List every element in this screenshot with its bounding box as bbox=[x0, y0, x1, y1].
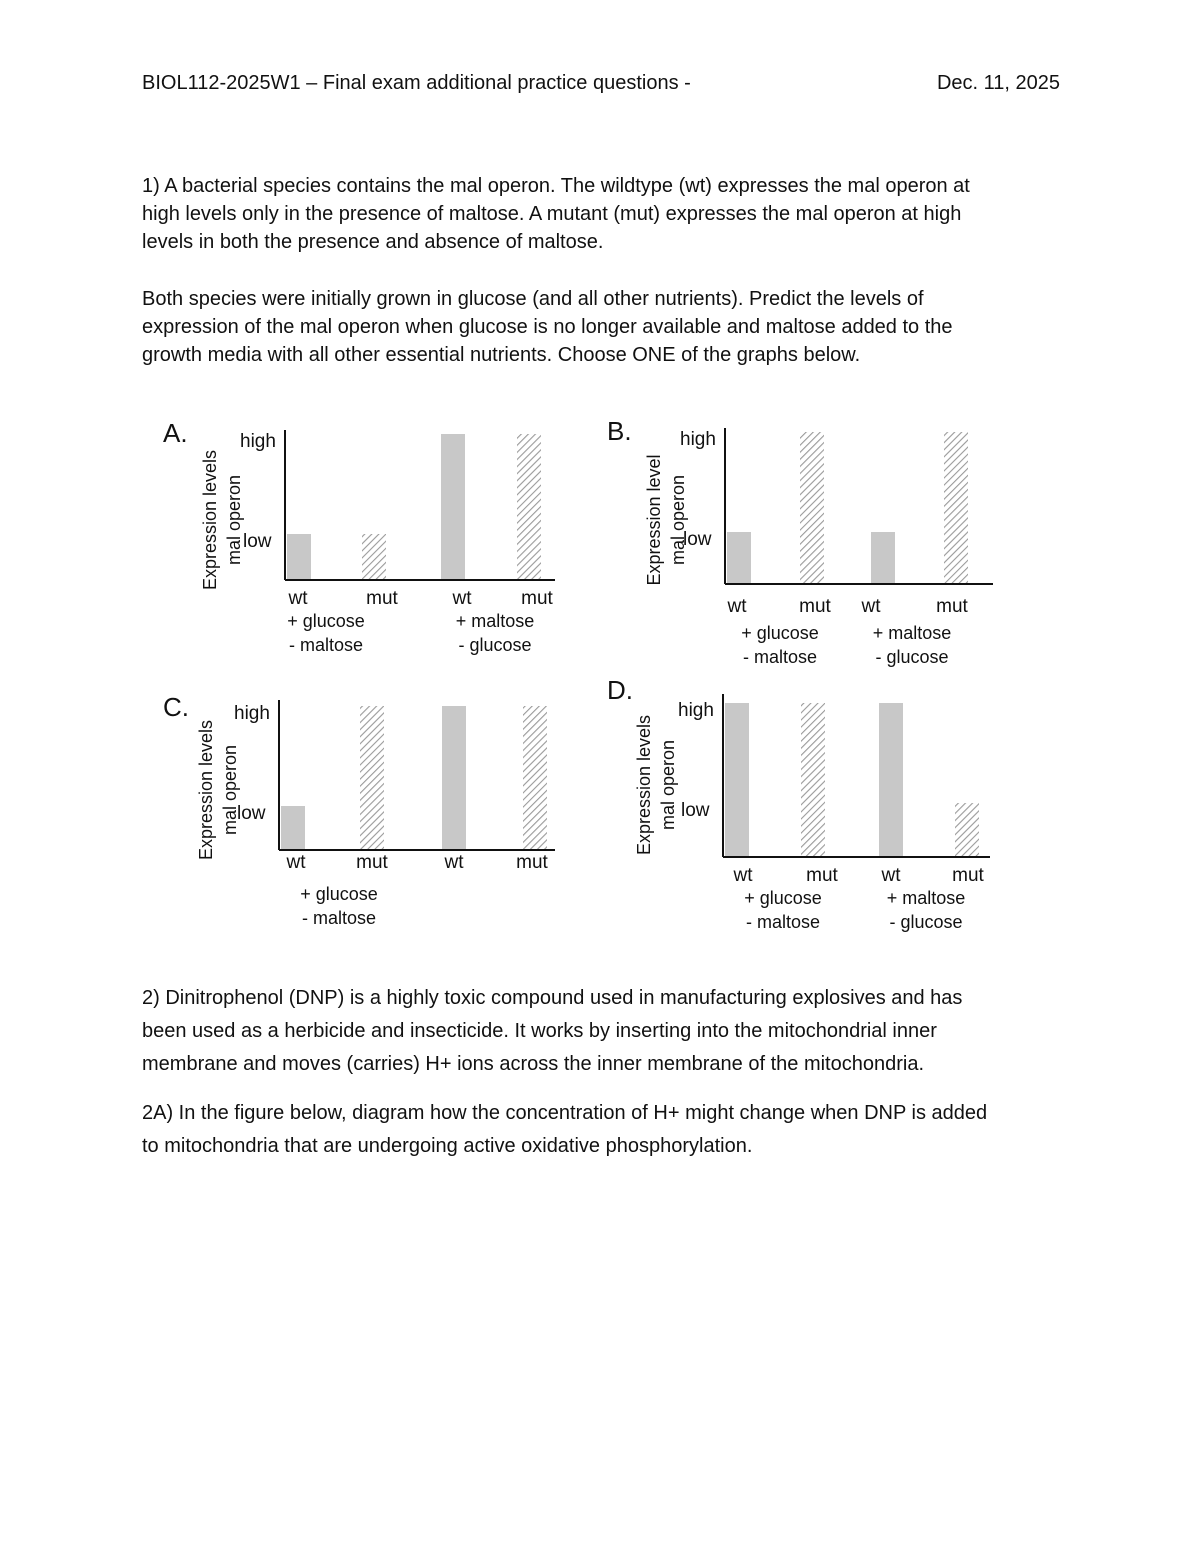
x-category-label: mut bbox=[799, 596, 831, 617]
text-line: been used as a herbicide and insecticide. It works by inserting into the mitochondrial inner bbox=[142, 1020, 937, 1042]
chart-panel-label: D. bbox=[607, 675, 633, 705]
x-category-label: wt bbox=[727, 596, 747, 617]
chart-panel-label: C. bbox=[163, 692, 189, 722]
condition-label: - glucose bbox=[875, 647, 949, 667]
x-category-label: mut bbox=[936, 596, 968, 617]
condition-label: - maltose bbox=[288, 635, 364, 655]
chart-b bbox=[607, 416, 993, 667]
chart-panel-label: B. bbox=[607, 416, 632, 446]
bar-mut bbox=[800, 432, 824, 584]
condition-label: - maltose bbox=[301, 908, 377, 928]
header-title: BIOL112-2025W1 – Final exam additional practice questions - bbox=[142, 72, 691, 94]
y-axis-label-line: Expression levels bbox=[634, 714, 654, 856]
y-tick-label: low bbox=[243, 531, 272, 552]
y-tick-label: low bbox=[683, 529, 712, 550]
bar-mut bbox=[801, 703, 825, 857]
condition-label: + glucose bbox=[300, 884, 378, 904]
question-2-intro bbox=[142, 982, 1072, 1081]
condition-label: - maltose bbox=[745, 912, 821, 932]
bar-wt bbox=[725, 703, 749, 857]
text-line: Both species were initially grown in glucose (and all other nutrients). Predict the levels of bbox=[142, 288, 924, 310]
condition-label: + maltose bbox=[872, 623, 952, 643]
text-line: growth media with all other essential nutrients. Choose ONE of the graphs below. bbox=[142, 344, 861, 366]
y-axis-label-line: mal operon bbox=[220, 744, 240, 836]
x-category-label: wt bbox=[733, 865, 753, 886]
header-date: Dec. 11, 2025 bbox=[936, 72, 1060, 94]
condition-label: + glucose bbox=[287, 611, 365, 631]
x-category-label: wt bbox=[288, 588, 308, 609]
y-tick-label: low bbox=[237, 803, 266, 824]
text-line: 2A) In the figure below, diagram how the concentration of H+ might change when DNP is added bbox=[142, 1102, 988, 1124]
bar-wt bbox=[287, 534, 311, 580]
x-category-label: mut bbox=[366, 588, 398, 609]
y-tick-label: high bbox=[678, 700, 714, 721]
question-2a bbox=[142, 1097, 1072, 1163]
text-line: to mitochondria that are undergoing active oxidative phosphorylation. bbox=[142, 1135, 753, 1157]
x-category-label: mut bbox=[356, 852, 388, 873]
text-line: 2) Dinitrophenol (DNP) is a highly toxic compound used in manufacturing explosives and has bbox=[142, 987, 963, 1009]
x-category-label: wt bbox=[444, 852, 464, 873]
condition-label: - glucose bbox=[889, 912, 963, 932]
y-axis-label-line: mal operon bbox=[668, 474, 688, 566]
x-category-label: mut bbox=[952, 865, 984, 886]
y-axis-label-line: mal operon bbox=[224, 474, 244, 566]
y-axis-label bbox=[200, 450, 244, 590]
y-axis-label bbox=[644, 454, 688, 585]
bar-wt bbox=[441, 434, 465, 580]
condition-label: + maltose bbox=[455, 611, 535, 631]
y-tick-label: high bbox=[234, 703, 270, 724]
bar-wt bbox=[281, 806, 305, 850]
bar-wt bbox=[871, 532, 895, 584]
x-category-label: mut bbox=[521, 588, 553, 609]
condition-label: + glucose bbox=[744, 888, 822, 908]
question-1-paragraph-1 bbox=[142, 172, 1072, 256]
y-axis-label bbox=[196, 720, 240, 860]
page-header bbox=[142, 72, 1060, 95]
bar-mut bbox=[360, 706, 384, 850]
x-category-label: mut bbox=[806, 865, 838, 886]
bar-mut bbox=[517, 434, 541, 580]
x-category-label: wt bbox=[286, 852, 306, 873]
question-1-paragraph-2 bbox=[142, 285, 1072, 369]
y-tick-label: high bbox=[680, 429, 716, 450]
text-line: membrane and moves (carries) H+ ions across the inner membrane of the mitochondria. bbox=[142, 1053, 925, 1075]
chart-a bbox=[163, 418, 555, 655]
bar-wt bbox=[727, 532, 751, 584]
x-category-label: wt bbox=[861, 596, 881, 617]
y-axis-label-line: Expression level bbox=[644, 454, 664, 586]
chart-panel-label: A. bbox=[163, 418, 188, 448]
y-axis-label-line: mal operon bbox=[658, 739, 678, 831]
bar-mut bbox=[362, 534, 386, 580]
condition-label: - maltose bbox=[742, 647, 818, 667]
x-category-label: mut bbox=[516, 852, 548, 873]
text-line: levels in both the presence and absence of maltose. bbox=[142, 231, 604, 253]
y-tick-label: low bbox=[681, 800, 710, 821]
y-axis-label bbox=[634, 715, 678, 855]
text-line: 1) A bacterial species contains the mal operon. The wildtype (wt) expresses the mal operon at bbox=[142, 175, 970, 197]
y-axis-label-line: Expression levels bbox=[196, 719, 216, 861]
text-line: expression of the mal operon when glucose is no longer available and maltose added to the bbox=[142, 316, 953, 338]
condition-label: + glucose bbox=[741, 623, 819, 643]
condition-label: + maltose bbox=[886, 888, 966, 908]
x-category-label: wt bbox=[881, 865, 901, 886]
condition-label: - glucose bbox=[458, 635, 532, 655]
bar-mut bbox=[523, 706, 547, 850]
x-category-label: wt bbox=[452, 588, 472, 609]
chart-c bbox=[163, 692, 555, 928]
bar-mut bbox=[944, 432, 968, 584]
bar-wt bbox=[879, 703, 903, 857]
y-axis-label-line: Expression levels bbox=[200, 449, 220, 591]
text-line: high levels only in the presence of maltose. A mutant (mut) expresses the mal operon at high bbox=[142, 203, 962, 225]
y-tick-label: high bbox=[240, 431, 276, 452]
bar-mut bbox=[955, 803, 979, 857]
bar-wt bbox=[442, 706, 466, 850]
chart-d bbox=[607, 675, 990, 932]
